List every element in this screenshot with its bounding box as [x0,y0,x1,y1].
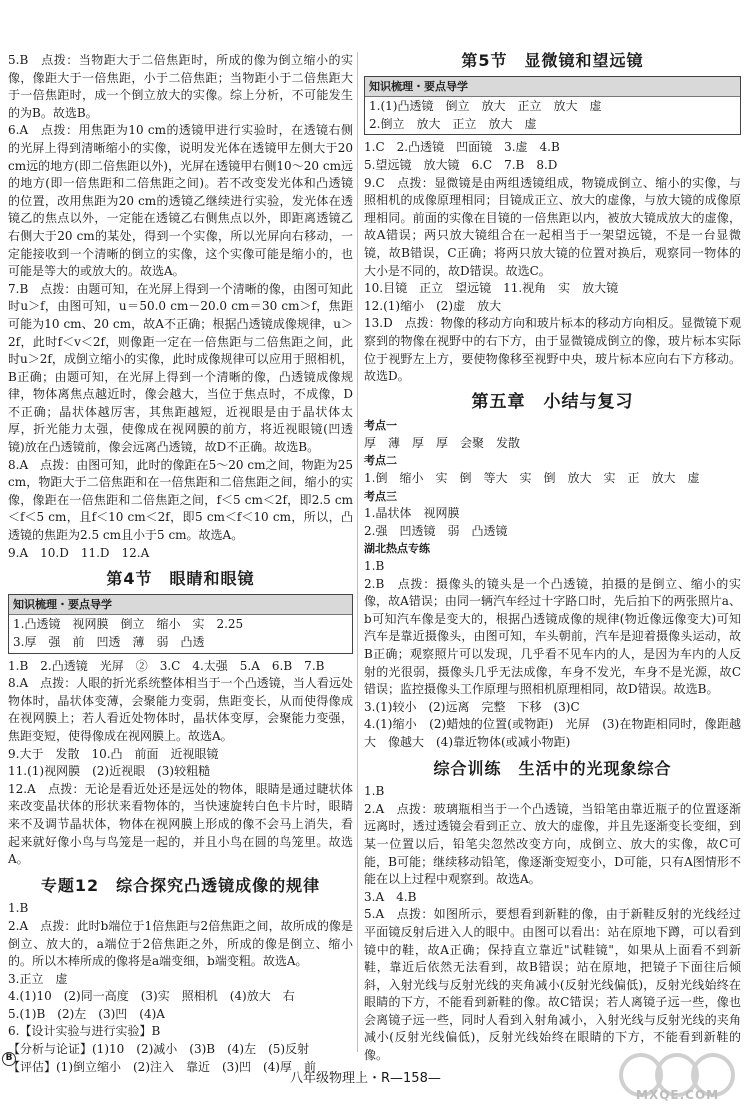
s5-answer-10-11: 10.目镜 正立 望远镜 11.视角 实 放大镜 [364,281,619,296]
t12-answer-6-analysis: 【分析与论证】(1)10 (2)减小 (3)B (4)左 (5)反射 [8,1042,310,1057]
comprehensive-training-title: 综合训练 生活中的光现象综合 [433,758,672,778]
t12-answer-2: 2.A 点拨：此时b端位于1倍焦距与2倍焦距之间，故所成的像是倒立、放大的，a端位于2倍焦距之外，所成的像是倒立、缩小的。所以木棒所成的像将是a端变细，b端变粗。故选A。 [8,918,353,969]
left-column [8,52,353,1076]
answer-8: 8.A 点拨：由图可知，此时的像距在5～20 cm之间，物距为25 cm，物距大于二倍焦距和在一倍焦距和二倍焦距之间，缩小的实像，像距在一倍焦距和二倍焦距之间，f＜5 cm＜2f，即2.5 cm＜f＜5 cm，且f＜10 cm＜2f，即5 cm＜f＜10 cm，所以，凸透镜的焦距为2.5 cm且小于5 cm。故选A。 [8,457,353,543]
section-4-title: 第4节 眼睛和眼镜 [106,569,255,589]
exam-point-2-label: 考点二 [364,454,397,468]
s5-answer-12: 12.(1)缩小 (2)虚 放大 [364,298,502,313]
s4-answer-1-7: 1.B 2.凸透镜 光屏 ② 3.C 4.太强 5.A 6.B 7.B [8,658,325,673]
exam-point-3-line: 2.强 凹透镜 弱 凸透镜 [364,523,508,538]
knowledge-box-4-line: 1.凸透镜 视网膜 倒立 缩小 实 2.25 [13,617,244,632]
answer-5: 5.B 点拨：当物距大于二倍焦距时，所成的像为倒立缩小的实像，像距大于一倍焦距，小于二倍焦距；当物距小于二倍焦距大于一倍焦距时，成一个倒立放大的实像。综上分析，不可能发生的为B。故选B。 [8,53,353,120]
knowledge-box-4 [8,594,353,654]
comp-answer-5: 5.A 点拨：如图所示，要想看到新鞋的像，由于新鞋反射的光线经过平面镜反射后进入人的眼中。由图可以看出：站在原地下蹲，可以看到镜中的鞋，故A正确；保持直立靠近"试鞋镜"，如果从上面看不到新鞋，靠近后依然无法看到，故B错误；站在原地，把镜子下面往后倾斜，入射光线与反射光线的夹角减小(反射光线偏低)，反射光线始终在眼睛的下方，不能看到新鞋的像。故C错误；若人离镜子远一些，像也会离镜子远一些，同时人看到入射角减小，入射光线与反射光线的夹角减小(反射光线偏低)，反射光线始终在眼睛的下方，不能看到新鞋的像。 [364,907,741,1063]
hot-answer-4: 4.(1)缩小 (2)蜡烛的位置(或物距) 光屏 (3)在物距相同时，像距越大 像越大 (4)靠近物体(或减小物距) [364,717,741,749]
t12-answer-5: 5.(1)B (2)左 (3)凹 (4)A [8,1006,165,1021]
s5-answer-9: 9.C 点拨：显微镜是由两组透镜组成，物镜成倒立、缩小的实像，与照相机的成像原理相同；目镜成正立、放大的虚像，与放大镜的成像原理相同。前面的实像在目镜的一倍焦距以内，被放大镜成放大的虚像，故A错误；两只放大镜组合在一起相当于一架望远镜，不是一台显微镜，故B错误，C正确；将两只放大镜的位置对换后，观察同一物体的大小是不同的，故D错误。故选C。 [364,175,741,278]
s4-answer-12: 12.A 点拨：无论是看近处还是远处的物体，眼睛是通过睫状体来改变晶状体的形状来看物体的，当快速旋转白色卡片时，眼睛来不及调节晶状体，物体在视网膜上形成的像不会马上消失，看起来就好像小鸟与鸟笼是一起的，并且小鸟在圆的鸟笼里。故选A。 [8,781,353,867]
t12-answer-3: 3.正立 虚 [8,971,68,986]
exam-point-2-text: 1.倒 缩小 实 倒 等大 实 倒 放大 实 正 放大 虚 [364,471,700,486]
s5-answer-1-4: 1.C 2.凸透镜 凹面镜 3.虚 4.B [364,140,560,155]
answer-7: 7.B 点拨：由题可知，在光屏上得到一个清晰的像，由图可知此时u＞f，由图可知，u＝50.0 cm－20.0 cm＝30 cm＞f，焦距可能为10 cm、20 cm，故A不正确；根据凸透镜成像规律，u＞2f，此时f＜v＜2f，则像距一定在一倍焦距与二倍焦距之间，此时u＞2f，成倒立缩小的实像，此时成像规律可以应用于照相机，B正确；由题可知，在光屏上得到一个清晰的像，凸透镜成像规律，物体离焦点越近时，像会越大，当位于焦点时，不成像，D不正确；晶状体越厉害，其焦距越短，近视眼是由于晶状体太厚，折光能力太强，使像成在视网膜的前方，将近视眼镜(凹透镜)放在凸透镜前，像会远离凸透镜，故D不正确。故选B。 [8,281,353,455]
s4-answer-8: 8.A 点拨：人眼的折光系统整体相当于一个凸透镜，当人看远处物体时，晶状体变薄，会聚能力变弱，焦距变长，从而使得像成在视网膜上；若人看近处物体时，晶状体变厚，会聚能力变强，焦距变短，使得像成在视网膜上。故选A。 [8,676,353,743]
topic-12-title: 专题12 综合探究凸透镜成像的规律 [40,875,321,895]
knowledge-box-5-line: 1.(1)凸透镜 倒立 放大 正立 放大 虚 [369,99,602,114]
answer-6: 6.A 点拨：用焦距为10 cm的透镜甲进行实验时，在透镜右侧的光屏上得到清晰缩小的实像，说明发光体在透镜甲左侧大于20 cm远的地方(即二倍焦距以外)，光屏在透镜甲右侧10～20 cm远的地方(即一倍焦距和二倍焦距之间)。若不改变发光体和凸透镜的位置，改用焦距为20 cm的透镜乙继续进行实验，发光体在透镜乙的焦点以外，一定能在透镜乙右侧焦点以外，即距离透镜乙右侧大于20 cm的某处，得到一个实像，所以光屏向右移动，一定能接收到一个清晰的倒立的实像，这个实像可能是缩小的，也可能是等大的或放大的。故选A。 [8,123,353,279]
chapter-5-review-title: 第五章 小结与复习 [471,391,634,412]
comp-answer-3-4: 3.A 4.B [364,889,417,904]
t12-answer-6-evaluation: 【评估】(1)倒立缩小 (2)注入 靠近 (3)凹 (4)厚 前 [8,1059,316,1074]
right-column [364,52,741,1065]
s5-answer-13: 13.D 点拨：物像的移动方向和玻片标本的移动方向相反。显微镜下观察到的物像在视野中的右下方，由于显微镜成倒立的像，玻片标本实际位于视野左上方，要使物像移至视野中央，玻片标本应向右下方移动。故选D。 [364,316,741,384]
t12-answer-4: 4.(1)10 (2)同一高度 (3)实 照相机 (4)放大 右 [8,989,295,1004]
knowledge-box-5-line: 2.倒立 放大 正立 放大 虚 [369,116,537,131]
s4-answer-11: 11.(1)视网膜 (2)近视眼 (3)较粗糙 [8,764,211,779]
s4-answer-9-10: 9.大于 发散 10.凸 前面 近视眼镜 [8,746,219,761]
exam-point-1-label: 考点一 [364,419,397,433]
comp-answer-2: 2.A 点拨：玻璃瓶相当于一个凸透镜，当铅笔由靠近瓶子的位置逐渐远离时，透过透镜会看到正立、放大的虚像，并且先逐渐变长变细，到某一位置以后，铅笔尖忽然改变方向，成倒立、放大的实像，故C可能，B可能；继续移动铅笔，像逐渐变短变小，D可能，只有A图情形不能在以上过程中观察到。故选A。 [364,801,741,887]
watermark-url: MXQE.COM [636,1088,720,1102]
answer-9-12: 9.A 10.D 11.D 12.A [8,545,150,560]
t12-answer-1: 1.B [8,901,29,916]
page-number-label: 八年级物理上・R—158— [290,1071,441,1086]
column-divider [357,52,358,1052]
knowledge-box-5-head: 知识梳理・要点导学 [365,77,740,98]
edition-badge-icon: B [2,1052,16,1066]
knowledge-box-5 [364,76,741,136]
t12-answer-6-design: 6.【设计实验与进行实验】B [8,1024,161,1039]
comp-answer-1: 1.B [364,784,385,799]
exam-point-1-text: 厚 薄 厚 厚 会聚 发散 [364,435,521,450]
knowledge-box-4-line: 3.厚 强 前 凹透 薄 弱 凸透 [13,635,205,649]
hot-answer-1: 1.B [364,559,385,574]
s5-answer-5-8: 5.望远镜 放大镜 6.C 7.B 8.D [364,157,558,172]
hubei-hot-practice-label: 湖北热点专练 [364,542,430,556]
hot-answer-2: 2.B 点拨：摄像头的镜头是一个凸透镜，拍摄的是倒立、缩小的实像，故A错误；由同一辆汽车经过十字路口时，先后拍下的两张照片a、b可知汽车像是变大的，根据凸透镜成像的规律(物近像远像变大)可知汽车是靠近摄像头，由图可知，车头朝前，汽车是迎着摄像头运动，故B正确；观察照片可以发现，几乎看不见车内的人，是因为车内的人反射的光很弱，摄像头几乎无法成像，车身不发光，车身不是光源，故C错误；监控摄像头工作原理与照相机原理相同，故D错误。故选B。 [364,576,741,697]
section-5-title: 第5节 显微镜和望远镜 [461,51,644,70]
knowledge-box-4-head: 知识梳理・要点导学 [9,595,352,616]
exam-point-3-line: 1.晶状体 视网膜 [364,506,460,521]
hot-answer-3: 3.(1)较小 (2)远离 完整 下移 (3)C [364,699,580,714]
exam-point-3-label: 考点三 [364,489,397,503]
